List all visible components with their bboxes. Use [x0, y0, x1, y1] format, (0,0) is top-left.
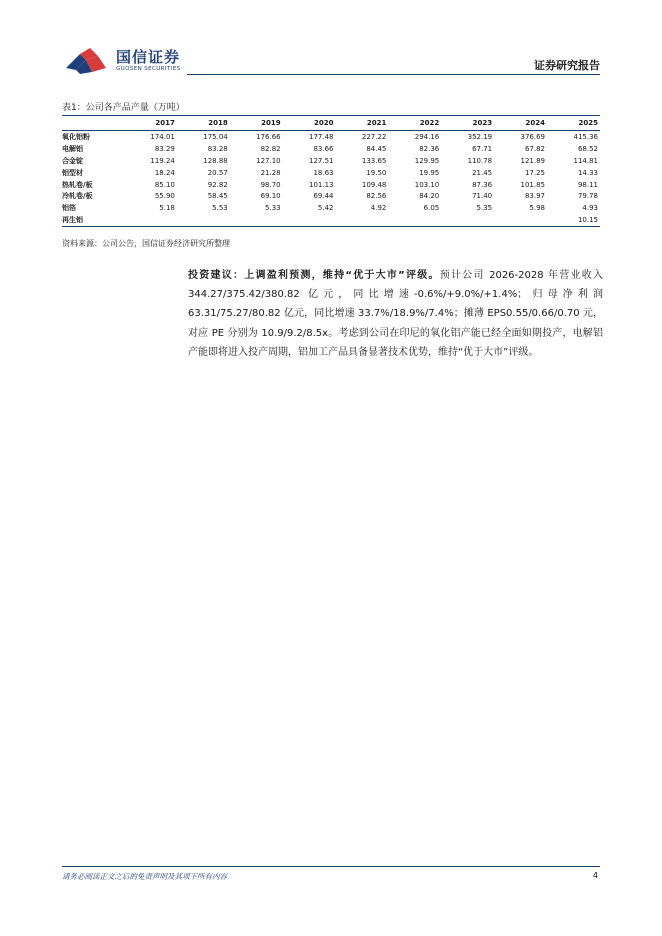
table-cell: 5.42	[317, 204, 334, 213]
table-corner	[62, 116, 124, 131]
table-cell: 69.44	[313, 192, 334, 201]
column-header: 2018	[208, 119, 228, 127]
row-label: 氧化铝粉	[62, 132, 90, 141]
table-cell	[388, 214, 441, 226]
table-cell: 58.45	[207, 192, 228, 201]
production-table	[62, 115, 600, 227]
table-row	[62, 143, 600, 155]
table-caption: 表1：公司各产品产量（万吨）	[62, 103, 185, 113]
table-cell: 10.15	[577, 216, 598, 225]
table-header-row	[62, 116, 600, 131]
table-row	[62, 179, 600, 191]
table-cell	[177, 214, 230, 226]
table-cell: 71.40	[472, 192, 493, 201]
table-cell: 82.36	[419, 144, 440, 153]
table-cell: 127.51	[309, 156, 334, 165]
table-cell: 133.65	[361, 156, 387, 165]
table-cell: 83.28	[207, 144, 228, 153]
table-row	[62, 155, 600, 167]
table-cell	[441, 214, 494, 226]
row-label: 电解铝	[62, 144, 83, 153]
column-header: 2020	[314, 119, 334, 127]
company-logo	[64, 44, 194, 78]
table-cell: 82.56	[366, 192, 387, 201]
table-cell: 129.95	[414, 156, 440, 165]
column-header: 2025	[578, 119, 598, 127]
table-row	[62, 214, 600, 226]
table-cell: 14.33	[577, 168, 598, 177]
table-cell: 376.69	[520, 132, 545, 141]
table-cell: 20.57	[207, 168, 228, 177]
table-cell: 69.10	[260, 192, 281, 201]
table-cell: 5.53	[212, 204, 228, 213]
table-row	[62, 131, 600, 143]
table-cell: 18.63	[313, 168, 334, 177]
table-cell: 176.66	[256, 132, 281, 141]
table-cell: 101.13	[309, 180, 334, 189]
table-cell: 87.36	[472, 180, 493, 189]
table-cell: 127.10	[256, 156, 281, 165]
table-cell: 92.82	[207, 180, 228, 189]
table-cell: 21.45	[472, 168, 493, 177]
table-cell: 98.11	[577, 180, 598, 189]
table-cell	[230, 214, 283, 226]
table-cell	[124, 214, 177, 226]
row-label: 再生铝	[62, 216, 83, 225]
table-cell: 21.28	[260, 168, 281, 177]
table-cell	[283, 214, 336, 226]
row-label: 铝箔	[62, 204, 76, 213]
column-header: 2024	[525, 119, 545, 127]
table-cell	[494, 214, 547, 226]
table-cell: 83.29	[154, 144, 175, 153]
table-cell: 103.10	[414, 180, 440, 189]
table-cell: 4.92	[370, 204, 387, 213]
investment-advice-paragraph	[188, 266, 603, 362]
logo-chinese-name: 国信证券	[116, 48, 181, 66]
guosen-logo-icon	[64, 46, 108, 76]
table-cell: 174.01	[150, 132, 175, 141]
table-row	[62, 202, 600, 214]
table-cell: 85.10	[154, 180, 175, 189]
report-type-label: 证券研究报告	[534, 59, 600, 72]
column-header: 2022	[419, 119, 440, 127]
table-cell: 67.82	[524, 144, 545, 153]
table-cell: 98.70	[260, 180, 281, 189]
table-cell: 5.35	[476, 204, 493, 213]
column-header: 2019	[261, 119, 281, 127]
table-cell: 68.52	[577, 144, 598, 153]
disclaimer-note: 请务必阅读正文之后的免责声明及其项下所有内容	[62, 872, 227, 881]
table-cell: 109.48	[361, 180, 387, 189]
table-cell: 84.20	[419, 192, 440, 201]
table-cell: 5.18	[159, 204, 175, 213]
table-cell: 79.78	[577, 192, 598, 201]
table-cell: 82.82	[260, 144, 281, 153]
table-cell: 84.45	[366, 144, 387, 153]
row-label: 合金锭	[62, 156, 83, 165]
table-cell: 5.98	[529, 204, 545, 213]
header-divider	[187, 74, 600, 75]
table-cell: 83.97	[524, 192, 545, 201]
logo-english-name: GUOSEN SECURITIES	[116, 66, 181, 72]
row-label: 热轧卷/板	[62, 180, 93, 189]
table-cell: 227.22	[361, 132, 387, 141]
table-row	[62, 190, 600, 202]
table-source-note: 资料来源：公司公告，国信证券经济研究所整理	[62, 239, 230, 248]
table-cell: 114.81	[573, 156, 598, 165]
table-cell: 6.05	[423, 204, 440, 213]
table-cell: 55.90	[154, 192, 175, 201]
column-header: 2021	[366, 119, 387, 127]
table-cell: 17.25	[524, 168, 545, 177]
table-row	[62, 167, 600, 179]
column-header: 2017	[155, 119, 175, 127]
table-cell: 19.50	[366, 168, 387, 177]
row-label: 铝型材	[62, 168, 83, 177]
table-cell: 4.93	[582, 204, 598, 213]
table-cell: 119.24	[150, 156, 175, 165]
table-cell: 67.71	[472, 144, 493, 153]
table-cell: 101.85	[520, 180, 545, 189]
table-cell	[336, 214, 389, 226]
table-cell: 18.24	[154, 168, 175, 177]
footer-divider	[62, 866, 600, 867]
page-number: 4	[592, 871, 598, 880]
table-cell: 110.78	[467, 156, 493, 165]
table-cell: 294.16	[414, 132, 440, 141]
row-label: 冷轧卷/板	[62, 192, 93, 201]
table-cell: 415.36	[573, 132, 598, 141]
table-cell: 83.66	[313, 144, 334, 153]
table-cell: 5.33	[265, 204, 281, 213]
table-cell: 352.19	[467, 132, 493, 141]
column-header: 2023	[472, 119, 493, 127]
table-cell: 128.88	[203, 156, 228, 165]
paragraph-lead: 投资建议：上调盈利预测，维持“优于大市”评级。	[188, 270, 440, 281]
table-cell: 175.04	[203, 132, 228, 141]
table-cell: 19.95	[419, 168, 440, 177]
paragraph-body: 预计公司 2026-2028 年营业收入 344.27/375.42/380.82 亿元，同比增速-0.6%/+9.0%/+1.4%；归母净利润 63.31/75.27/80.82 亿元，同比增速 33.7%/18.9%/7.4%；摊薄 EPS0.55/0.66/0.70 元，对应 PE 分别为 10.9/9.2/8.5x。考虑到公司在印尼的氧化铝产能已经全面如期投产，电解铝产能即将进入投产周期，铝加工产品具备显著技术优势，维持“优于大市”评级。	[188, 270, 603, 358]
table-cell: 177.48	[309, 132, 334, 141]
table-cell: 121.89	[520, 156, 545, 165]
